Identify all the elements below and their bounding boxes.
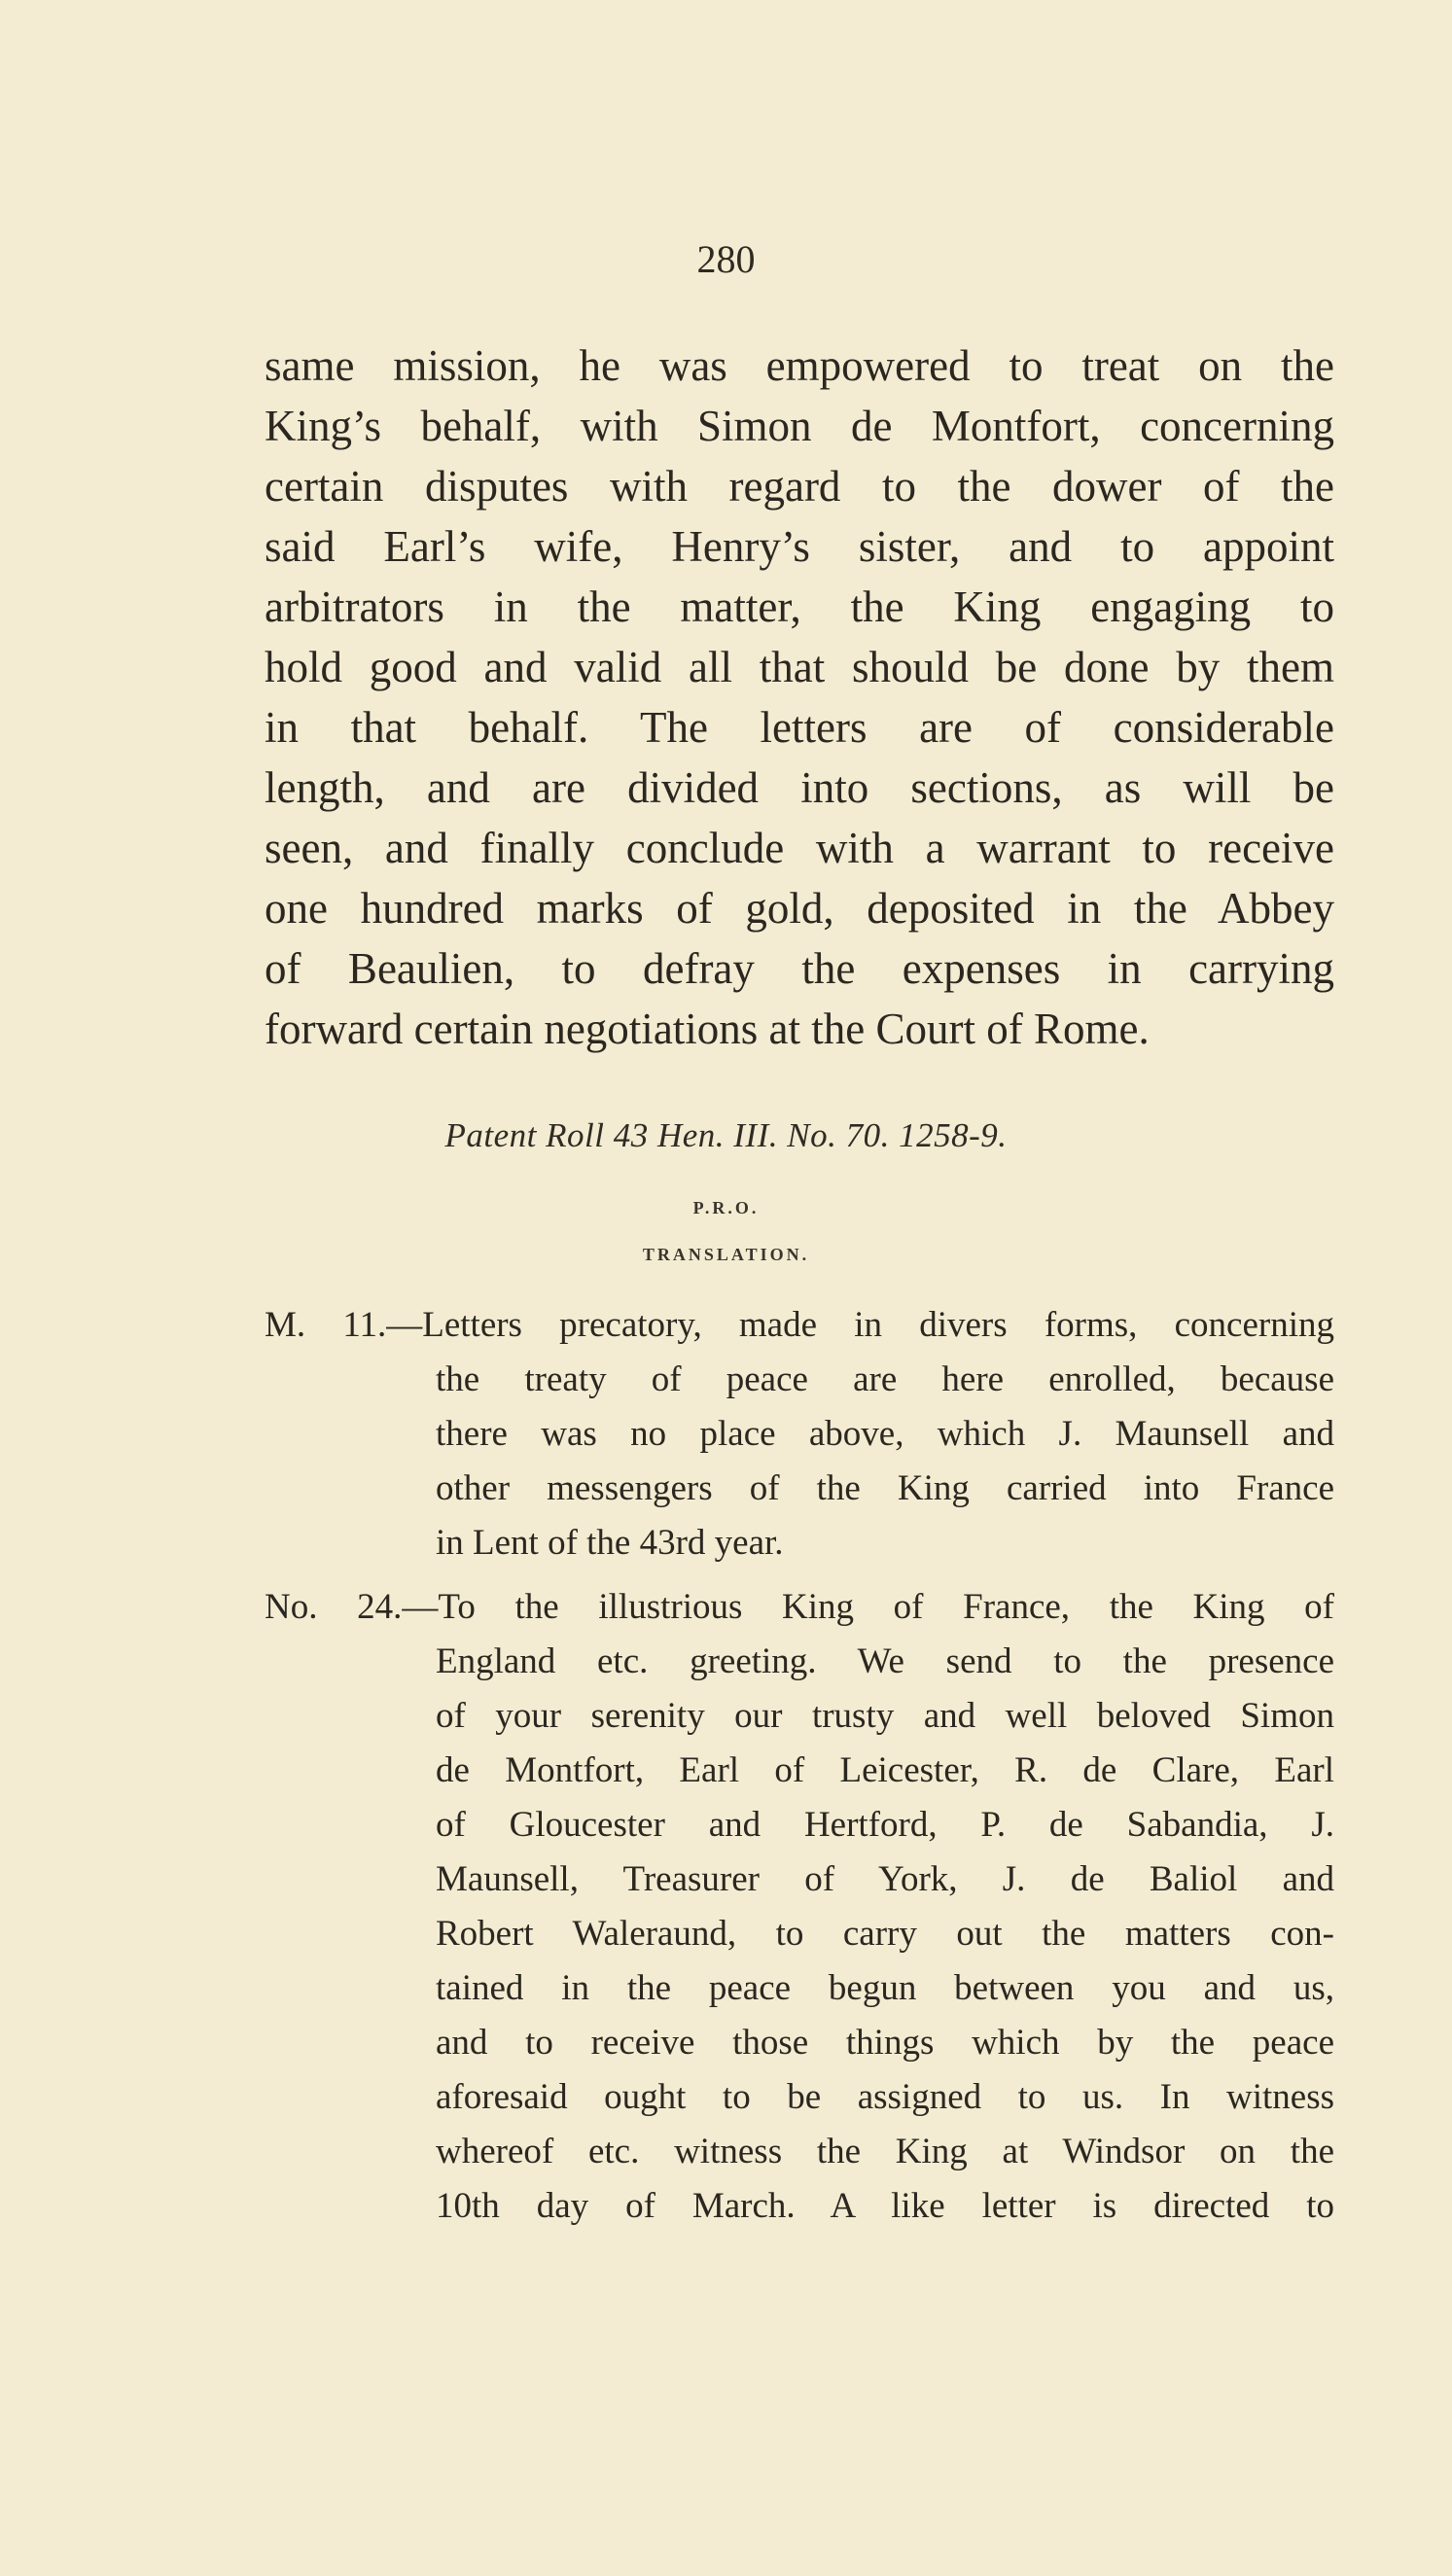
intro-line: forward certain negotiations at the Court of Rome. xyxy=(265,1005,1150,1053)
entry-line: aforesaid ought to be assigned to us. In witness xyxy=(436,2077,1334,2117)
entry-line: No. 24.—To the illustrious King of France, the King of xyxy=(265,1587,1334,1627)
entry-no24 xyxy=(265,1580,1334,2234)
intro-line: same mission, he was empowered to treat on the xyxy=(265,341,1334,390)
intro-line: arbitrators in the matter, the King engaging to xyxy=(265,582,1334,631)
entry-line: and to receive those things which by the peace xyxy=(436,2023,1334,2063)
entry-line: the treaty of peace are here enrolled, because xyxy=(436,1359,1334,1399)
intro-line: seen, and finally conclude with a warrant to receive xyxy=(265,824,1334,872)
intro-line: in that behalf. The letters are of considerable xyxy=(265,703,1334,752)
entry-line: M. 11.—Letters precatory, made in divers forms, concerning xyxy=(265,1305,1334,1345)
entry-line: other messengers of the King carried into France xyxy=(436,1468,1334,1508)
intro-paragraph xyxy=(265,335,1334,1059)
pro-heading: P.R.O. xyxy=(692,1198,760,1217)
intro-line: said Earl’s wife, Henry’s sister, and to appoint xyxy=(265,522,1334,571)
entry-m11 xyxy=(265,1298,1334,1570)
entry-line: England etc. greeting. We send to the presence xyxy=(436,1641,1334,1681)
translation-heading: TRANSLATION. xyxy=(642,1245,810,1264)
entry-line: Robert Waleraund, to carry out the matters con- xyxy=(436,1914,1334,1954)
entry-line: of Gloucester and Hertford, P. de Sabandia, J. xyxy=(436,1805,1334,1845)
entry-line: whereof etc. witness the King at Windsor on the xyxy=(436,2132,1334,2171)
intro-line: one hundred marks of gold, deposited in the Abbey xyxy=(265,884,1334,933)
entry-line: 10th day of March. A like letter is directed to xyxy=(436,2186,1334,2226)
entry-line: tained in the peace begun between you and us, xyxy=(436,1968,1334,2008)
intro-line: King’s behalf, with Simon de Montfort, concerning xyxy=(265,402,1334,450)
intro-line: of Beaulien, to defray the expenses in carrying xyxy=(265,944,1334,993)
entry-line: there was no place above, which J. Maunsell and xyxy=(436,1414,1334,1454)
intro-line: certain disputes with regard to the dower of the xyxy=(265,462,1334,511)
entry-line: de Montfort, Earl of Leicester, R. de Clare, Earl xyxy=(436,1750,1334,1790)
intro-line: hold good and valid all that should be done by them xyxy=(265,643,1334,691)
intro-line: length, and are divided into sections, as will be xyxy=(265,763,1334,812)
entry-line: in Lent of the 43rd year. xyxy=(436,1523,784,1563)
entry-line: Maunsell, Treasurer of York, J. de Baliol and xyxy=(436,1859,1334,1899)
source-heading: Patent Roll 43 Hen. III. No. 70. 1258-9. xyxy=(444,1116,1008,1154)
page-number: 280 xyxy=(696,237,756,281)
entry-line: of your serenity our trusty and well beloved Simon xyxy=(436,1696,1334,1736)
